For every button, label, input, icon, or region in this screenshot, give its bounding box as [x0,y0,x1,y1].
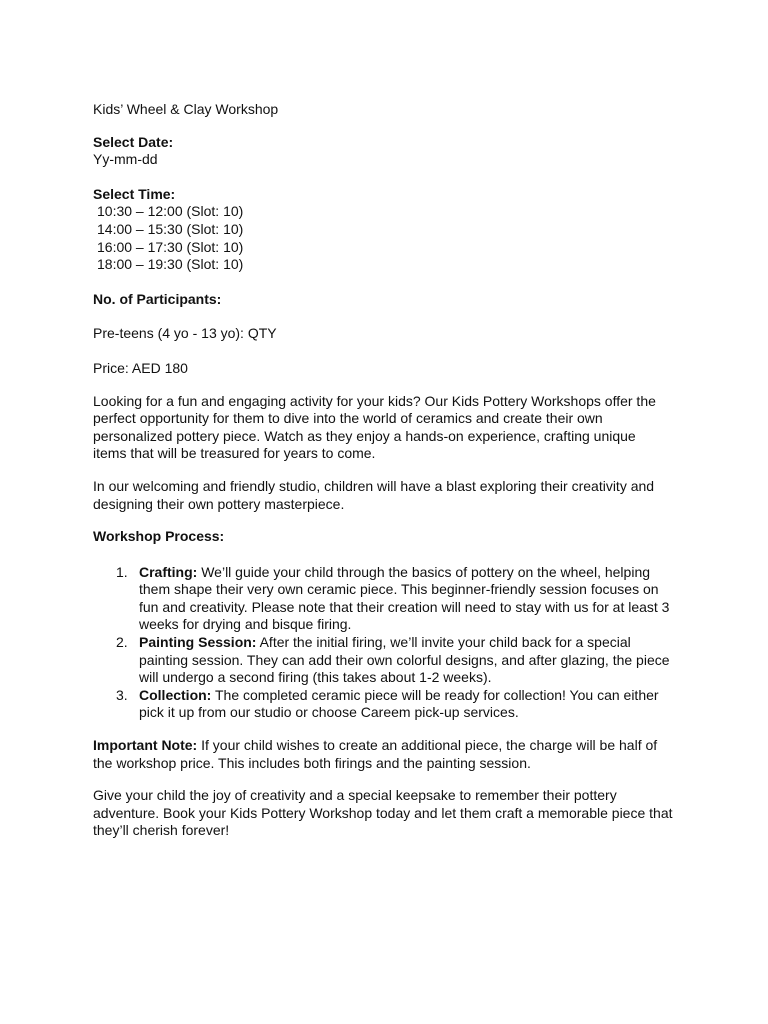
step-number: 3. [116,686,128,703]
intro-paragraph: Looking for a fun and engaging activity for your kids? Our Kids Pottery Workshops offer the perfect opportunity for them to dive into the world of ceramics and create their own personalized pottery piece. Watch as they enjoy a hands-on experience, crafting unique items that will be treasured for years to come. [93,392,656,462]
step-number: 2. [116,634,128,651]
closing-paragraph: Give your child the joy of creativity and a special keepsake to remember their pottery adventure. Book your Kids Pottery Workshop today and let them craft a memorable piece that they’ll cherish forever! [93,787,673,839]
note-label: Important Note: [93,737,198,754]
process-step [93,687,673,722]
important-note [93,737,673,772]
step-title: Collection: [139,686,212,703]
time-slot: 14:00 – 15:30 (Slot: 10) [97,220,244,237]
time-label: Select Time: [93,185,176,202]
price: Price: AED 180 [93,359,188,376]
process-heading: Workshop Process: [93,528,225,545]
date-section [93,134,673,152]
step-number: 1. [116,563,128,580]
process-list [93,564,673,722]
step-text: The completed ceramic piece will be ready for collection! You can either pick it up from our studio or choose Careem pick-up services. [139,686,659,721]
step-title: Crafting: [139,563,198,580]
participants-section [93,291,673,309]
step-text: We’ll guide your child through the basics of pottery on the wheel, helping them shape their very own ceramic piece. This beginner-friendly session focuses on fun and creativity. Please note that their creation will need to stay with us for at least 3 weeks for drying and bisque firing. [139,563,670,633]
participants-category: Pre-teens (4 yo - 13 yo): QTY [93,325,277,342]
time-slot: 10:30 – 12:00 (Slot: 10) [97,203,244,220]
time-slot: 16:00 – 17:30 (Slot: 10) [97,238,244,255]
date-value: Yy-mm-dd [93,151,158,168]
page-title: Kids’ Wheel & Clay Workshop [93,101,279,117]
date-label: Select Date: [93,133,174,150]
process-section [93,528,673,546]
process-step [93,564,673,634]
process-step [93,634,673,687]
participants-label: No. of Participants: [93,290,222,307]
note-text: If your child wishes to create an additional piece, the charge will be half of the workshop price. This includes both firings and the painting session. [93,737,658,771]
step-text: After the initial firing, we’ll invite your child back for a special painting session. They can add their own colorful designs, and after glazing, the piece will undergo a second firing (this takes about 1-2 weeks). [139,634,670,686]
intro-paragraph: In our welcoming and friendly studio, children will have a blast exploring their creativity and designing their own pottery masterpiece. [93,477,655,512]
time-section [93,186,673,204]
step-title: Painting Session: [139,634,257,651]
document-page [93,101,673,840]
time-slot: 18:00 – 19:30 (Slot: 10) [97,256,244,273]
